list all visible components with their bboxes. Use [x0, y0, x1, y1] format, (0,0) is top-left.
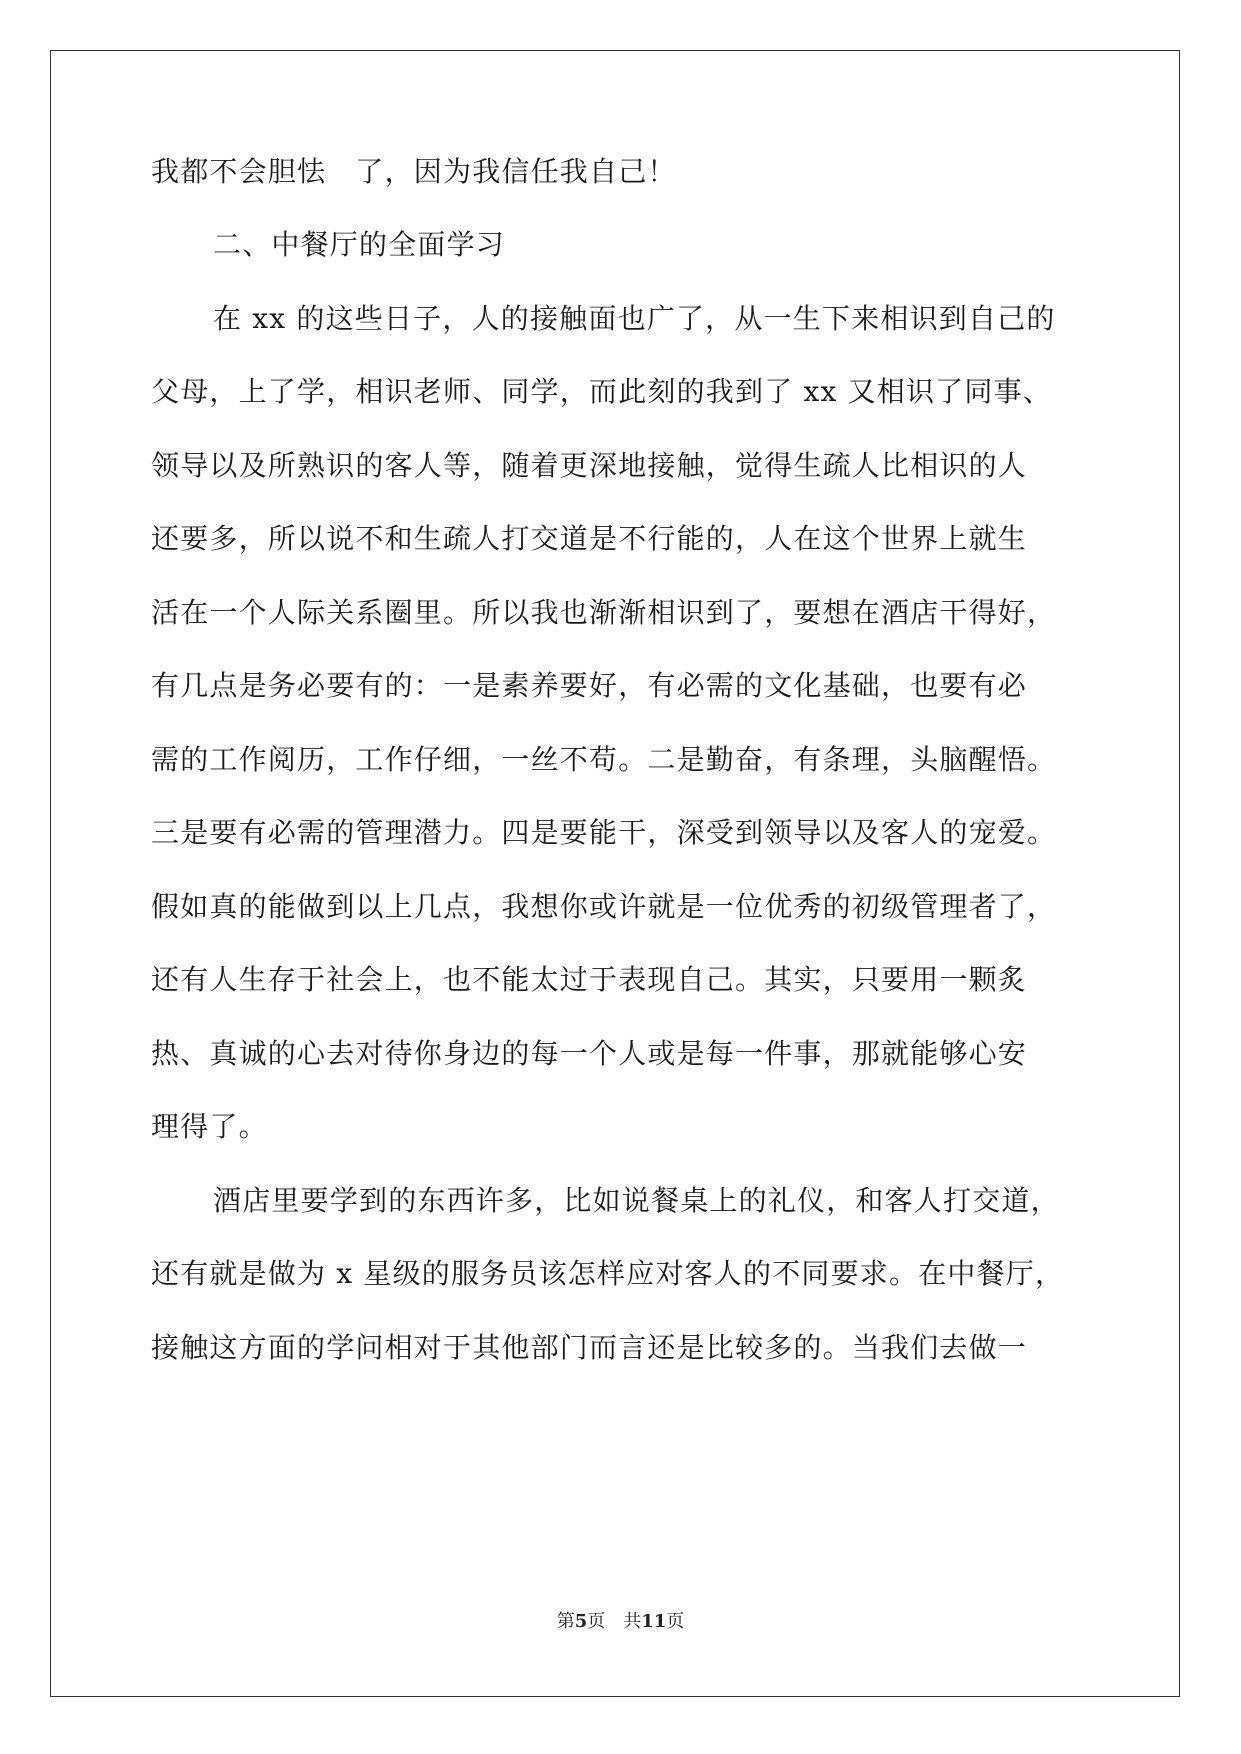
- total-suffix: 页: [666, 1611, 685, 1632]
- total-pages: 11: [641, 1611, 667, 1632]
- text-line: 还有人生存于社会上，也不能太过于表现自己。其实，只要用一颗炙: [151, 963, 1028, 996]
- text-line: 还有就是做为 x 星级的服务员该怎样应对客人的不同要求。在中餐厅，: [151, 1257, 1065, 1290]
- text-line: 还要多，所以说不和生疏人打交道是不行能的，人在这个世界上就生: [151, 522, 1028, 555]
- text-line: 领导以及所熟识的客人等，随着更深地接触，觉得生疏人比相识的人: [151, 449, 1028, 482]
- section-heading: 二、中餐厅的全面学习: [213, 228, 506, 261]
- page-number: 5: [574, 1611, 588, 1632]
- text-line: 接触这方面的学问相对于其他部门而言还是比较多的。当我们去做一: [151, 1331, 1028, 1364]
- text-line: 热、真诚的心去对待你身边的每一个人或是每一件事，那就能够心安: [151, 1037, 1028, 1070]
- text-line: 活在一个人际关系圈里。所以我也渐渐相识到了，要想在酒店干得好，: [151, 596, 1057, 629]
- page-suffix: 页: [587, 1611, 606, 1632]
- page-border: [50, 50, 1180, 1697]
- page-prefix: 第: [556, 1611, 575, 1632]
- text-line: 我都不会胆怯 了，因为我信任我自己！: [151, 155, 677, 188]
- text-line: 有几点是务必要有的：一是素养要好，有必需的文化基础，也要有必: [151, 669, 1028, 702]
- total-prefix: 共: [623, 1611, 642, 1632]
- page-footer: [0, 1610, 1241, 1634]
- text-line: 酒店里要学到的东西许多，比如说餐桌上的礼仪，和客人打交道，: [213, 1184, 1060, 1217]
- text-line: 需的工作阅历，工作仔细，一丝不苟。二是勤奋，有条理，头脑醒悟。: [151, 743, 1057, 776]
- text-line: 父母，上了学，相识老师、同学，而此刻的我到了 xx 又相识了同事、: [151, 375, 1052, 408]
- text-line: 理得了。: [151, 1110, 268, 1143]
- text-line: 假如真的能做到以上几点，我想你或许就是一位优秀的初级管理者了，: [151, 890, 1057, 923]
- text-line: 三是要有必需的管理潜力。四是要能干，深受到领导以及客人的宠爱。: [151, 816, 1057, 849]
- text-line: 在 xx 的这些日子，人的接触面也广了，从一生下来相识到自己的: [213, 302, 1056, 335]
